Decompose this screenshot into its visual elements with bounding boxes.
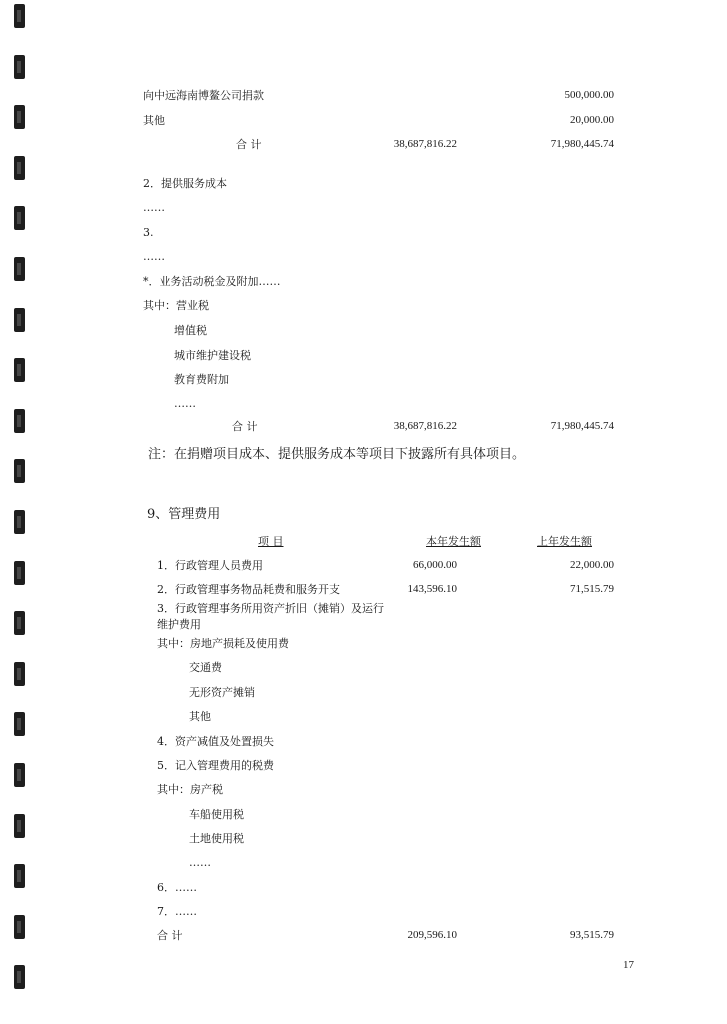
page-number: 17 [623,959,634,971]
item-business-tax: *．业务活动税金及附加…… [143,275,281,288]
row-subitem: 其他 [189,710,211,723]
tax-item: 教育费附加 [174,373,229,386]
row-label: 6．…… [157,881,197,894]
binder-margin [0,0,40,1024]
binder-mark [14,257,25,281]
binder-mark [14,712,25,736]
subtotal-current: 38,687,816.22 [393,138,457,150]
row-subitem: 交通费 [189,661,222,674]
total-label: 合 计 [232,420,258,433]
binder-mark [14,864,25,888]
row-prior: 71,515.79 [570,583,614,595]
row-label: 7．…… [157,905,197,918]
row-donation-prior: 500,000.00 [564,89,614,101]
column-header-current: 本年发生额 [426,535,481,548]
binder-mark [14,763,25,787]
section-title: 9、管理费用 [147,507,221,522]
row-prior: 22,000.00 [570,559,614,571]
subtotal-prior: 71,980,445.74 [550,138,614,150]
row-label: 4．资产减值及处置损失 [157,735,274,748]
ellipsis-line: …… [174,397,196,410]
row-subitem: 车船使用税 [189,808,244,821]
total-prior: 93,515.79 [570,929,614,941]
binder-mark [14,611,25,635]
row-subitem: 无形资产摊销 [189,686,255,699]
row-subitem: 土地使用税 [189,832,244,845]
ellipsis-line: …… [143,250,165,263]
ellipsis-line: …… [189,856,211,869]
row-label: 2．行政管理事务物品耗费和服务开支 [157,583,340,596]
total-current: 38,687,816.22 [393,420,457,432]
tax-item: 增值税 [174,324,207,337]
binder-mark [14,156,25,180]
tax-item: 城市维护建设税 [174,349,251,362]
row-label: 1．行政管理人员费用 [157,559,263,572]
row-label: 3．行政管理事务所用资产折旧（摊销）及运行 [157,602,384,615]
row-subhead: 其中：房地产损耗及使用费 [157,637,289,650]
binder-mark [14,459,25,483]
total-current: 209,596.10 [407,929,457,941]
binder-mark [14,55,25,79]
tax-subhead: 其中：营业税 [143,299,209,312]
row-current: 66,000.00 [413,559,457,571]
binder-mark [14,105,25,129]
item-3: 3. [143,226,154,239]
binder-mark [14,965,25,989]
column-header-item: 项 目 [258,535,284,548]
total-prior: 71,980,445.74 [550,420,614,432]
binder-mark [14,4,25,28]
binder-mark [14,358,25,382]
disclosure-note: 注：在捐赠项目成本、提供服务成本等项目下披露所有具体项目。 [148,447,526,462]
row-other-label: 其他 [143,114,165,127]
binder-mark [14,662,25,686]
ellipsis-line: …… [143,201,165,214]
binder-mark [14,206,25,230]
binder-mark [14,814,25,838]
binder-mark [14,915,25,939]
row-donation-label: 向中远海南博鳌公司捐款 [143,89,264,102]
column-header-prior: 上年发生额 [537,535,592,548]
binder-mark [14,510,25,534]
subtotal-label: 合 计 [236,138,262,151]
row-current: 143,596.10 [407,583,457,595]
row-other-prior: 20,000.00 [570,114,614,126]
row-label-continued: 维护费用 [157,618,201,631]
binder-mark [14,561,25,585]
row-label: 5．记入管理费用的税费 [157,759,274,772]
row-subhead: 其中：房产税 [157,783,223,796]
item-service-cost: 2．提供服务成本 [143,177,227,190]
binder-mark [14,409,25,433]
binder-mark [14,308,25,332]
total-label: 合 计 [157,929,183,942]
